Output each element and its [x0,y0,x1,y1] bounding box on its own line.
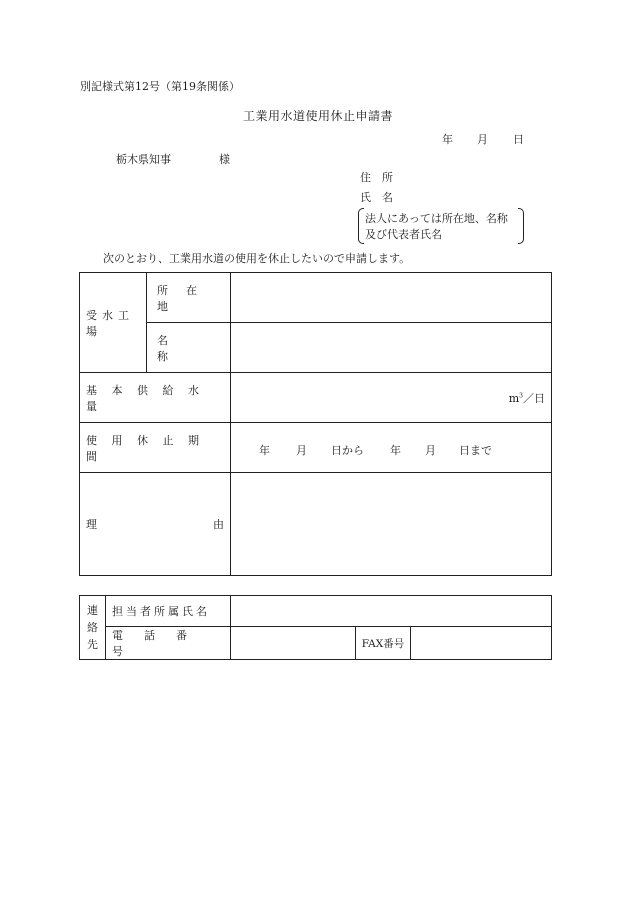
name-label: 名称 [157,333,214,363]
corporate-note-line1: 法人にあっては所在地、名称 [365,212,508,225]
person-field[interactable] [231,596,552,627]
fax-field[interactable] [411,627,552,660]
date-month: 月 [477,133,488,146]
supply-label: 基本供給水量 [86,383,214,413]
supply-label-cell [80,373,231,423]
reason-label-cell [80,473,231,576]
phone-label: 電話番号 [112,629,208,658]
phone-field[interactable] [231,627,356,660]
right-bracket [518,208,524,244]
left-bracket [358,208,364,244]
name-field[interactable] [231,323,552,373]
period-from-day: 日から [331,444,364,457]
period-to-day: 日まで [459,444,492,457]
contact-char-3: 先 [87,638,98,651]
name-label-cell [147,323,231,373]
period-field[interactable] [231,423,552,473]
form-title: 工業用水道使用休止申請書 [243,109,394,123]
period-to-month: 月 [425,444,436,457]
location-label-cell [147,273,231,323]
contact-group-label [80,596,106,660]
location-field[interactable] [231,273,552,323]
contact-char-2: 絡 [87,621,98,634]
reason-field[interactable] [231,473,552,576]
factory-group-label: 受水工場 [80,273,147,373]
period-label-cell [80,423,231,473]
addressee: 栃木県知事 [116,153,171,166]
date-day: 日 [513,133,524,146]
application-table [79,272,552,576]
location-label: 所在地 [157,283,215,313]
period-from-year: 年 [259,444,270,457]
fax-label-cell [356,627,411,660]
supply-unit: $m^3/$日 [508,391,545,405]
applicant-name-label: 氏 名 [360,191,393,204]
person-label: 担当者所属氏名 [112,605,210,618]
honorific: 様 [219,153,230,166]
fax-label: FAX番号 [361,637,405,650]
supply-field[interactable] [231,373,552,423]
phone-label-cell [106,627,231,660]
period-to-year: 年 [390,444,401,457]
period-from-month: 月 [296,444,307,457]
intro-text: 次のとおり、工業用水道の使用を休止したいので申請します。 [103,252,411,265]
applicant-address-label: 住 所 [360,171,393,184]
reason-label-right: 由 [213,518,224,531]
person-label-cell [106,596,231,627]
reason-label-left: 理 [86,518,97,531]
contact-char-1: 連 [87,604,98,617]
form-number: 別記様式第12号（第19条関係） [80,80,240,93]
date-year: 年 [442,133,453,146]
period-label: 使用休止期間 [86,433,214,463]
contact-table [79,595,552,660]
corporate-note [358,208,524,242]
corporate-note-line2: 及び代表者氏名 [365,228,442,241]
